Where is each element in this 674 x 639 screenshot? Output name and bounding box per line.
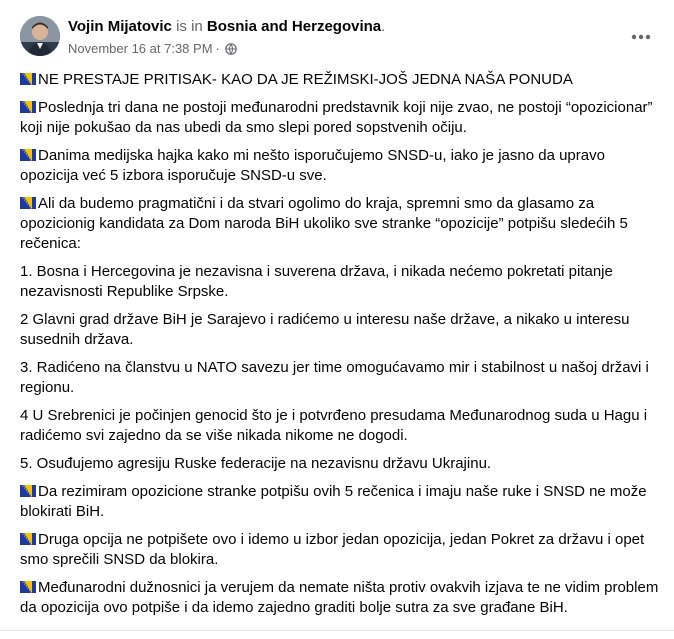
post-timestamp[interactable]: November 16 at 7:38 PM [68, 41, 213, 56]
post-paragraph [20, 578, 660, 618]
paragraph-text: Druga opcija ne potpišete ovo i idemo u izbor jedan opozicija, jedan Pokret za državu i opet smo sprečili SNSD da blokira. [20, 531, 645, 568]
post-meta [68, 41, 237, 56]
post-header [20, 14, 674, 62]
location-link[interactable]: Bosnia and Herzegovina [206, 18, 382, 35]
post-paragraph [20, 98, 660, 138]
post-paragraph [20, 482, 660, 522]
is-in-text: is in [171, 18, 207, 35]
paragraph-text: 5. Osuđujemo agresiju Ruske federacije na nezavisnu državu Ukrajinu. [20, 455, 492, 472]
divider [0, 630, 674, 631]
bosnia-flag-icon [20, 71, 36, 83]
bosnia-flag-icon [20, 483, 36, 495]
paragraph-text: Međunarodni dužnosnici ja verujem da nemate ništa protiv ovakvih izjava te ne vidim problem da opozicija ovo potpiše i da idemo zajedno graditi bolje sutra za sve građane BiH. [20, 579, 659, 616]
post-paragraph [20, 262, 660, 302]
post-paragraph [20, 194, 660, 254]
paragraph-text: Danima medijska hajka kako mi nešto isporučujemo SNSD-u, iako je jasno da upravo opozicija već 5 izbora isporučuje SNSD-u sve. [20, 147, 605, 184]
bosnia-flag-icon [20, 147, 36, 159]
bosnia-flag-icon [20, 195, 36, 207]
paragraph-text: 3. Radićeno na članstvu u NATO savezu jer time omogućavamo mir i stabilnost u našoj državi i regionu. [20, 359, 649, 396]
bosnia-flag-icon [20, 99, 36, 111]
paragraph-text: 2 Glavni grad države BiH je Sarajevo i radićemo u interesu naše države, a nikako u interesu susednih država. [20, 311, 630, 348]
post-paragraph [20, 70, 660, 90]
post-paragraph [20, 310, 660, 350]
post-paragraph [20, 406, 660, 446]
post-paragraph [20, 358, 660, 398]
post-body [20, 70, 660, 626]
author-name[interactable]: Vojin Mijatovic [68, 18, 172, 35]
paragraph-text: NE PRESTAJE PRITISAK- KAO DA JE REŽIMSKI-JOŠ JEDNA NAŠA PONUDA [38, 71, 573, 88]
meta-separator: · [215, 41, 220, 56]
paragraph-text: 4 U Srebrenici je počinjen genocid što je i potvrđeno presudama Međunarodnog suda u Hagu i radićemo svi zajedno da se više nikada nikome ne dogodi. [20, 407, 648, 444]
paragraph-text: 1. Bosna i Hercegovina je nezavisna i suverena država, i nikada nećemo pokretati pitanje nezavisnosti Republike Srpske. [20, 263, 613, 300]
post-paragraph [20, 454, 660, 474]
paragraph-text: Ali da budemo pragmatični i da stvari ogolimo do kraja, spremni smo da glasamo za opozicionig kandidata za Dom naroda BiH ukoliko sve stranke “opozicije” potpišu sledećih 5 rečenica: [20, 195, 628, 252]
bosnia-flag-icon [20, 579, 36, 591]
avatar-image [20, 16, 60, 56]
more-options-icon [631, 34, 651, 40]
author-line [68, 18, 385, 35]
sentence-period: . [381, 18, 386, 35]
post-paragraph [20, 530, 660, 570]
bosnia-flag-icon [20, 531, 36, 543]
paragraph-text: Poslednja tri dana ne postoji međunarodni predstavnik koji nije zvao, ne postoji “opozicionar” koji nije pokušao da nas ubedi da smo slepi pored sopstvenih očiju. [20, 99, 653, 136]
globe-icon[interactable] [225, 43, 237, 55]
paragraph-text: Da rezimiram opozicione stranke potpišu ovih 5 rečenica i imaju naše ruke i SNSD ne može blokirati BiH. [20, 483, 647, 520]
more-options-button[interactable] [624, 20, 658, 54]
avatar[interactable] [20, 16, 60, 56]
post-paragraph [20, 146, 660, 186]
